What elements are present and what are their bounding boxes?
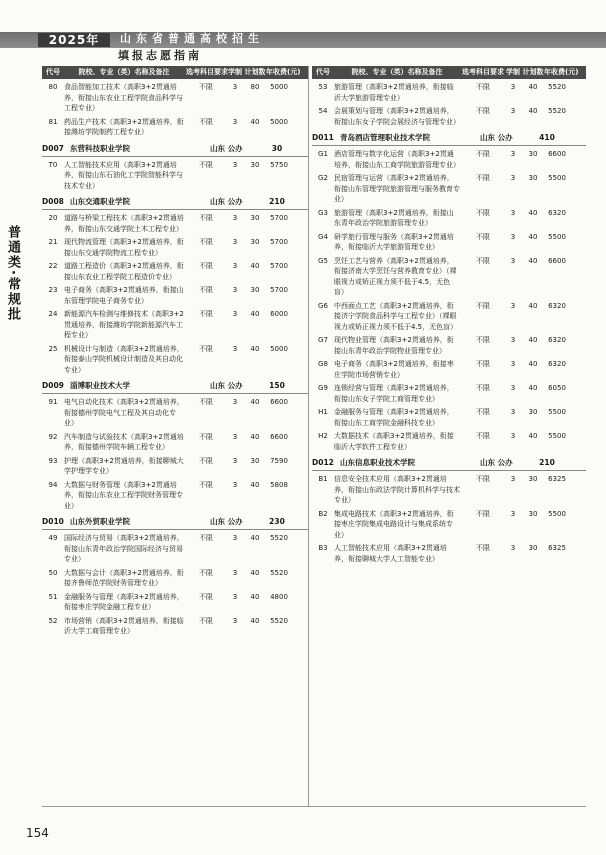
study-years: 3 xyxy=(232,160,238,169)
annual-fee: 5700 xyxy=(270,238,288,246)
major-row xyxy=(42,309,308,341)
plan-count: 40 xyxy=(250,344,260,353)
major-code: G3 xyxy=(318,208,328,217)
plan-count: 40 xyxy=(528,107,538,115)
study-years: 3 xyxy=(510,475,516,483)
school-name: 青岛酒店管理职业技术学院 xyxy=(340,133,430,142)
major-row xyxy=(42,616,308,637)
major-name: 护理（高职3+2贯通培养，衔接聊城大学护理学专业） xyxy=(64,456,184,475)
subject-requirement: 不限 xyxy=(476,360,490,368)
subject-requirement: 不限 xyxy=(199,534,213,542)
study-years: 3 xyxy=(232,398,238,406)
subject-requirement: 不限 xyxy=(476,301,490,310)
plan-count: 40 xyxy=(250,592,260,601)
major-name: 人工智能技术应用（高职3+2贯通培养，衔接聊城大学人工智能专业） xyxy=(334,544,447,563)
right-column xyxy=(312,66,586,806)
plan-count: 40 xyxy=(250,480,260,489)
header-year: 2025年 xyxy=(38,33,110,47)
study-years: 3 xyxy=(510,232,516,241)
major-row xyxy=(312,301,586,333)
school-name: 山东信息职业技术学院 xyxy=(340,458,415,467)
plan-count: 40 xyxy=(528,232,538,241)
plan-count: 30 xyxy=(528,509,538,518)
major-row xyxy=(42,261,308,282)
major-name: 金融服务与管理（高职3+2贯通培养，衔接山东工商学院金融科技专业） xyxy=(334,408,454,427)
major-name: 国际经济与贸易（高职3+2贯通培养，衔接山东青年政治学院国际经济与贸易专业） xyxy=(64,534,184,563)
plan-count: 40 xyxy=(250,262,260,270)
major-name: 电子商务（高职3+2贯通培养，衔接山东管理学院电子商务专业） xyxy=(64,286,184,305)
major-code: H2 xyxy=(318,432,328,440)
col-fee: 年收费(元) xyxy=(544,68,579,76)
school-location: 山东 公办 xyxy=(210,517,243,526)
plan-count: 40 xyxy=(528,301,538,310)
annual-fee: 5500 xyxy=(548,232,566,241)
subject-requirement: 不限 xyxy=(476,544,490,552)
major-code: G2 xyxy=(318,174,328,182)
plan-count: 40 xyxy=(250,568,260,577)
plan-count: 30 xyxy=(250,286,260,294)
annual-fee: 6600 xyxy=(270,398,288,406)
study-years: 3 xyxy=(510,509,516,518)
school-name: 山东外贸职业学院 xyxy=(70,517,130,526)
left-rows xyxy=(42,82,308,637)
study-years: 3 xyxy=(510,174,516,182)
study-years: 3 xyxy=(232,568,238,577)
col-code: 代号 xyxy=(316,68,330,76)
school-name: 东营科技职业学院 xyxy=(70,143,130,153)
major-name: 酒店管理与数字化运营（高职3+2贯通培养，衔接山东工商学院旅游管理专业） xyxy=(334,150,460,169)
annual-fee: 5520 xyxy=(270,568,288,577)
plan-count: 40 xyxy=(250,398,260,406)
school-row xyxy=(42,516,308,530)
major-row xyxy=(312,149,586,170)
plan-count: 40 xyxy=(528,384,538,392)
annual-fee: 6050 xyxy=(548,384,566,392)
major-row xyxy=(312,208,586,229)
annual-fee: 6600 xyxy=(270,432,288,441)
annual-fee: 5500 xyxy=(548,432,566,440)
right-rows xyxy=(312,82,586,564)
school-plan-count: 410 xyxy=(539,133,555,142)
plan-count: 30 xyxy=(528,150,538,158)
major-row xyxy=(42,533,308,565)
subject-requirement: 不限 xyxy=(476,336,490,344)
major-row xyxy=(42,432,308,453)
major-row xyxy=(312,543,586,564)
col-name: 院校、专业（类）名称及备注 xyxy=(351,68,443,76)
bottom-rule xyxy=(42,806,586,807)
major-name: 现代物业管理（高职3+2贯通培养，衔接山东青年政治学院物业管理专业） xyxy=(334,336,454,355)
subject-requirement: 不限 xyxy=(199,344,213,353)
school-location: 山东 公办 xyxy=(480,458,513,467)
plan-count: 40 xyxy=(528,432,538,440)
major-code: H1 xyxy=(318,408,328,416)
major-row xyxy=(312,82,586,103)
subject-requirement: 不限 xyxy=(199,616,213,625)
major-code: 21 xyxy=(48,238,58,246)
major-row xyxy=(312,474,586,506)
major-name: 人工智能技术应用（高职3+2贯通培养，衔接山东石油化工学院智能科学与技术专业） xyxy=(64,160,183,190)
major-code: 25 xyxy=(48,344,58,353)
major-name: 集成电路技术（高职3+2贯通培养，衔接枣庄学院集成电路设计与集成系统专业） xyxy=(334,509,454,539)
major-code: 91 xyxy=(48,398,58,406)
major-code: 51 xyxy=(48,592,58,601)
major-name: 旅游管理（高职3+2贯通培养，衔接临沂大学旅游管理专业） xyxy=(334,83,454,102)
subject-requirement: 不限 xyxy=(476,208,490,217)
major-row xyxy=(312,431,586,452)
plan-count: 40 xyxy=(250,310,260,318)
major-code: 93 xyxy=(48,456,58,465)
major-row xyxy=(312,256,586,298)
major-code: B1 xyxy=(318,475,328,483)
study-years: 3 xyxy=(510,83,516,91)
plan-count: 40 xyxy=(528,208,538,217)
major-row xyxy=(312,359,586,380)
annual-fee: 5808 xyxy=(270,480,288,489)
major-name: 市场营销（高职3+2贯通培养，衔接临沂大学工商管理专业） xyxy=(64,616,184,635)
major-row xyxy=(312,335,586,356)
study-years: 3 xyxy=(232,83,238,91)
study-years: 3 xyxy=(510,384,516,392)
annual-fee: 5520 xyxy=(270,534,288,542)
major-code: G1 xyxy=(318,150,328,158)
study-years: 3 xyxy=(510,544,516,552)
school-plan-count: 210 xyxy=(269,197,285,206)
study-years: 3 xyxy=(232,480,238,489)
study-years: 3 xyxy=(232,616,238,625)
subject-requirement: 不限 xyxy=(199,117,213,126)
annual-fee: 6320 xyxy=(548,336,566,344)
annual-fee: 6320 xyxy=(548,208,566,217)
plan-count: 30 xyxy=(528,408,538,416)
school-location: 山东 公办 xyxy=(210,381,243,390)
major-row xyxy=(312,383,586,404)
header-title: 山东省普通高校招生 xyxy=(120,32,264,45)
annual-fee: 5000 xyxy=(270,83,288,91)
study-years: 3 xyxy=(232,214,238,222)
left-column xyxy=(42,66,308,806)
plan-count: 40 xyxy=(528,83,538,91)
major-code: 22 xyxy=(48,262,58,270)
column-divider xyxy=(308,66,309,806)
annual-fee: 5700 xyxy=(270,214,288,222)
major-row xyxy=(42,397,308,429)
plan-count: 40 xyxy=(528,336,538,344)
major-code: 23 xyxy=(48,286,58,294)
subject-requirement: 不限 xyxy=(476,83,490,91)
annual-fee: 5500 xyxy=(548,509,566,518)
major-name: 药品生产技术（高职3+2贯通培养，衔接潍坊学院制药工程专业） xyxy=(64,117,184,136)
study-years: 3 xyxy=(510,360,516,368)
study-years: 3 xyxy=(232,432,238,441)
study-years: 3 xyxy=(510,301,516,310)
study-years: 3 xyxy=(232,238,238,246)
major-code: 53 xyxy=(318,83,328,91)
major-code: T0 xyxy=(48,160,58,169)
major-row xyxy=(42,117,308,138)
school-row xyxy=(312,457,586,471)
subject-requirement: 不限 xyxy=(476,475,490,483)
major-code: B2 xyxy=(318,509,328,518)
study-years: 3 xyxy=(232,592,238,601)
major-name: 现代物流管理（高职3+2贯通培养，衔接山东交通学院物流工程专业） xyxy=(64,238,184,257)
major-name: 新能源汽车检测与维修技术（高职3+2贯通培养，衔接潍坊学院新能源汽车工程专业） xyxy=(64,310,184,339)
annual-fee: 6320 xyxy=(548,360,566,368)
major-code: B3 xyxy=(318,544,328,552)
study-years: 3 xyxy=(232,286,238,294)
major-code: 80 xyxy=(48,83,58,91)
school-row xyxy=(42,380,308,394)
major-code: G8 xyxy=(318,360,328,368)
header-subtitle: 填报志愿指南 xyxy=(118,49,202,62)
study-years: 3 xyxy=(510,107,516,115)
subject-requirement: 不限 xyxy=(199,310,213,318)
school-plan-count: 30 xyxy=(271,143,283,153)
col-num: 计划数 xyxy=(522,68,544,76)
school-row xyxy=(42,143,308,157)
major-name: 烹饪工艺与营养（高职3+2贯通培养，衔接济南大学烹饪与营养教育专业）（裸眼视力或矫正视力须不低于4.5，无色盲） xyxy=(334,256,457,296)
school-location: 山东 公办 xyxy=(480,133,513,142)
major-code: G6 xyxy=(318,301,328,310)
annual-fee: 5520 xyxy=(270,616,288,625)
school-plan-count: 150 xyxy=(269,381,285,390)
major-name: 会展策划与管理（高职3+2贯通培养，衔接山东女子学院会展经济与管理专业） xyxy=(334,107,460,126)
annual-fee: 5520 xyxy=(548,83,566,91)
subject-requirement: 不限 xyxy=(476,150,490,158)
plan-count: 30 xyxy=(250,238,260,246)
annual-fee: 5700 xyxy=(270,262,288,270)
col-code: 代号 xyxy=(46,68,60,76)
subject-requirement: 不限 xyxy=(199,398,213,406)
major-code: G5 xyxy=(318,256,328,265)
annual-fee: 6325 xyxy=(548,544,566,552)
annual-fee: 5500 xyxy=(548,174,566,182)
study-years: 3 xyxy=(510,408,516,416)
major-name: 中西面点工艺（高职3+2贯通培养，衔接济宁学院食品科学与工程专业）（裸眼视力或矫正视力须不低于4.5，无色盲） xyxy=(334,301,458,331)
subject-requirement: 不限 xyxy=(476,107,490,115)
col-req: 选考科目要求 xyxy=(462,68,504,76)
major-row xyxy=(312,509,586,541)
plan-count: 40 xyxy=(250,534,260,542)
col-num: 计划数 xyxy=(244,68,266,76)
major-code: 49 xyxy=(48,534,58,542)
annual-fee: 5000 xyxy=(270,344,288,353)
major-name: 旅游管理（高职3+2贯通培养，衔接山东青年政治学院旅游管理专业） xyxy=(334,208,454,227)
annual-fee: 6000 xyxy=(270,310,288,318)
school-code: D010 xyxy=(42,517,64,526)
major-name: 民宿管理与运营（高职3+2贯通培养，衔接山东管理学院旅游管理与服务教育专业） xyxy=(334,174,460,203)
school-code: D008 xyxy=(42,197,64,206)
plan-count: 40 xyxy=(250,432,260,441)
study-years: 3 xyxy=(510,256,516,265)
subject-requirement: 不限 xyxy=(476,174,490,182)
study-years: 3 xyxy=(510,336,516,344)
plan-count: 30 xyxy=(528,475,538,483)
study-years: 3 xyxy=(232,456,238,465)
subject-requirement: 不限 xyxy=(476,432,490,440)
annual-fee: 6320 xyxy=(548,301,566,310)
major-name: 道路工程造价（高职3+2贯通培养，衔接山东农业工程学院工程造价专业） xyxy=(64,262,184,281)
major-code: 52 xyxy=(48,616,58,625)
major-row xyxy=(312,173,586,205)
major-row xyxy=(42,592,308,613)
major-name: 研学旅行管理与服务（高职3+2贯通培养，衔接临沂大学旅游管理专业） xyxy=(334,232,454,251)
major-name: 电子商务（高职3+2贯通培养，衔接枣庄学院市场营销专业） xyxy=(334,360,454,379)
subject-requirement: 不限 xyxy=(199,238,213,246)
plan-count: 30 xyxy=(250,214,260,222)
school-name: 淄博职业技术大学 xyxy=(70,381,130,390)
side-label: 普通类·常规批 xyxy=(5,225,20,322)
annual-fee: 4800 xyxy=(270,592,288,601)
subject-requirement: 不限 xyxy=(476,384,490,392)
subject-requirement: 不限 xyxy=(476,232,490,241)
school-location: 山东 公办 xyxy=(210,143,243,153)
plan-count: 30 xyxy=(528,544,538,552)
major-row xyxy=(312,232,586,253)
page-number: 154 xyxy=(26,826,49,840)
major-row xyxy=(42,82,308,114)
major-name: 连锁经营与管理（高职3+2贯通培养，衔接山东女子学院工商管理专业） xyxy=(334,384,454,403)
major-code: 50 xyxy=(48,568,58,577)
major-code: G9 xyxy=(318,384,328,392)
study-years: 3 xyxy=(510,208,516,217)
major-name: 大数据与财务管理（高职3+2贯通培养，衔接山东农业工程学院财务管理专业） xyxy=(64,480,183,510)
study-years: 3 xyxy=(232,117,238,126)
major-code: G4 xyxy=(318,232,328,241)
col-fee: 年收费(元) xyxy=(266,68,301,76)
plan-count: 40 xyxy=(528,256,538,265)
subject-requirement: 不限 xyxy=(199,262,213,270)
major-name: 道路与桥梁工程技术（高职3+2贯通培养，衔接山东交通学院土木工程专业） xyxy=(64,214,184,233)
major-row xyxy=(42,160,308,192)
major-name: 汽车制造与试验技术（高职3+2贯通培养，衔接德州学院车辆工程专业） xyxy=(64,432,184,451)
study-years: 3 xyxy=(232,344,238,353)
plan-count: 40 xyxy=(528,360,538,368)
annual-fee: 5500 xyxy=(548,408,566,416)
major-row xyxy=(42,480,308,512)
annual-fee: 6600 xyxy=(548,256,566,265)
major-row xyxy=(42,344,308,376)
major-row xyxy=(312,106,586,127)
major-name: 大数据与会计（高职3+2贯通培养，衔接齐鲁师范学院财务管理专业） xyxy=(64,568,184,587)
subject-requirement: 不限 xyxy=(199,432,213,441)
major-code: 92 xyxy=(48,432,58,441)
major-row xyxy=(42,213,308,234)
subject-requirement: 不限 xyxy=(476,408,490,416)
school-row xyxy=(312,132,586,146)
right-table-header xyxy=(312,66,586,79)
major-row xyxy=(42,237,308,258)
school-location: 山东 公办 xyxy=(210,197,243,206)
school-code: D011 xyxy=(312,133,334,142)
plan-count: 40 xyxy=(250,117,260,126)
school-plan-count: 210 xyxy=(539,458,555,467)
col-yrs: 学制 xyxy=(228,68,242,76)
plan-count: 30 xyxy=(250,456,260,465)
major-name: 大数据技术（高职3+2贯通培养，衔接临沂大学软件工程专业） xyxy=(334,432,454,451)
subject-requirement: 不限 xyxy=(199,214,213,222)
annual-fee: 5000 xyxy=(270,117,288,126)
major-code: 24 xyxy=(48,310,58,318)
subject-requirement: 不限 xyxy=(476,509,490,518)
plan-count: 30 xyxy=(528,174,538,182)
school-name: 山东交通职业学院 xyxy=(70,197,130,206)
major-name: 机械设计与制造（高职3+2贯通培养，衔接泰山学院机械设计制造及其自动化专业） xyxy=(64,344,184,374)
annual-fee: 5750 xyxy=(270,160,288,169)
major-code: G7 xyxy=(318,336,328,344)
school-code: D009 xyxy=(42,381,64,390)
school-code: D012 xyxy=(312,458,334,467)
major-name: 金融服务与管理（高职3+2贯通培养，衔接枣庄学院金融工程专业） xyxy=(64,592,184,611)
major-name: 信息安全技术应用（高职3+2贯通培养，衔接山东政法学院计算机科学与技术专业） xyxy=(334,475,460,504)
subject-requirement: 不限 xyxy=(199,83,213,91)
annual-fee: 6600 xyxy=(548,150,566,158)
major-row xyxy=(42,285,308,306)
major-code: 81 xyxy=(48,117,58,126)
col-name: 院校、专业（类）名称及备注 xyxy=(78,68,170,76)
annual-fee: 6325 xyxy=(548,475,566,483)
school-code: D007 xyxy=(42,143,64,153)
subject-requirement: 不限 xyxy=(199,568,213,577)
major-row xyxy=(42,456,308,477)
major-row xyxy=(312,407,586,428)
major-row xyxy=(42,568,308,589)
subject-requirement: 不限 xyxy=(199,456,213,465)
annual-fee: 7590 xyxy=(270,456,288,465)
study-years: 3 xyxy=(232,534,238,542)
school-plan-count: 230 xyxy=(269,517,285,526)
study-years: 3 xyxy=(510,432,516,440)
major-code: 94 xyxy=(48,480,58,489)
left-table-header xyxy=(42,66,308,79)
study-years: 3 xyxy=(232,310,238,318)
study-years: 3 xyxy=(232,262,238,270)
annual-fee: 5700 xyxy=(270,286,288,294)
subject-requirement: 不限 xyxy=(199,160,213,169)
subject-requirement: 不限 xyxy=(199,480,213,489)
subject-requirement: 不限 xyxy=(199,592,213,601)
major-name: 食品智能加工技术（高职3+2贯通培养，衔接山东农业工程学院食品科学与工程专业） xyxy=(64,83,183,112)
col-yrs: 学制 xyxy=(506,68,520,76)
plan-count: 40 xyxy=(250,616,260,625)
col-req: 选考科目要求 xyxy=(186,68,228,76)
subject-requirement: 不限 xyxy=(476,256,490,265)
major-code: 20 xyxy=(48,214,58,222)
major-code: 54 xyxy=(318,107,328,115)
school-row xyxy=(42,196,308,210)
subject-requirement: 不限 xyxy=(199,286,213,294)
study-years: 3 xyxy=(510,150,516,158)
plan-count: 30 xyxy=(250,160,260,169)
annual-fee: 5520 xyxy=(548,107,566,115)
plan-count: 80 xyxy=(250,83,260,91)
major-name: 电气自动化技术（高职3+2贯通培养，衔接德州学院电气工程及其自动化专业） xyxy=(64,398,184,427)
